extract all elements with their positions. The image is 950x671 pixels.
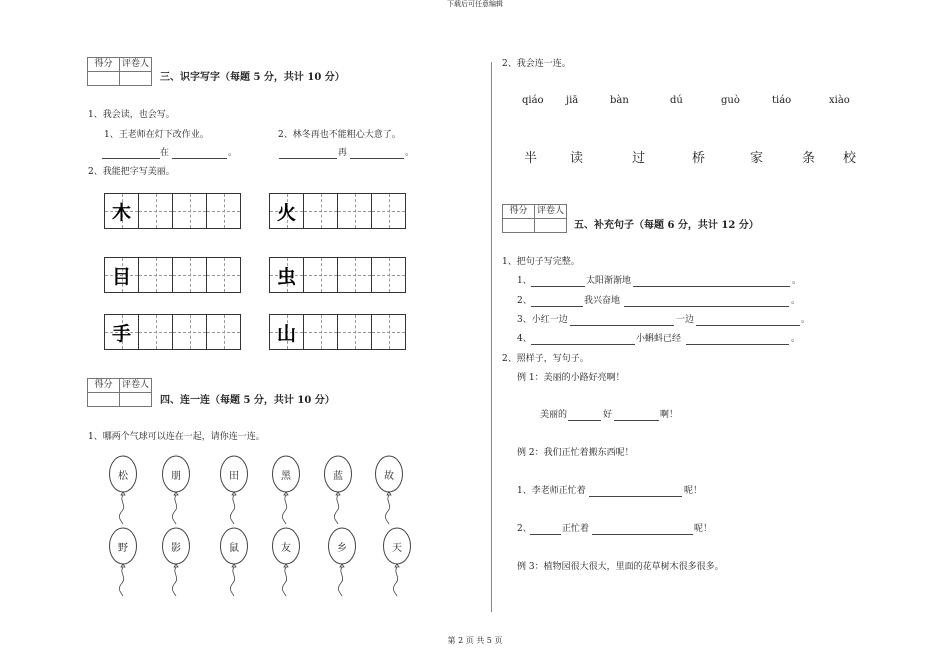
s5-q2: 2、照样子，写句子。 [502,354,589,364]
blank[interactable] [350,158,404,159]
hanzi[interactable]: 读 [570,151,584,166]
balloon-char: 蓝 [333,471,343,482]
pinyin[interactable]: xiào [829,95,850,106]
blank[interactable] [531,344,635,345]
grader-label: 评卷人 [534,205,566,218]
balloon[interactable] [323,455,353,525]
blank[interactable] [686,344,789,345]
hanzi[interactable]: 半 [524,151,538,166]
grid-char: 火 [276,201,296,224]
balloon[interactable] [161,527,191,597]
balloon-char: 鼠 [229,543,239,554]
balloon[interactable] [219,527,249,597]
ex1-text: 啊！ [660,410,679,420]
balloon-char: 乡 [337,543,347,554]
right-q2: 2、我会连一连。 [502,59,571,69]
fill-word-a: 在 [160,148,170,158]
blank[interactable] [614,420,659,421]
s5-item-num: 4、 [517,334,532,344]
pinyin[interactable]: dú [670,95,683,106]
page-header: 下载后可任意编辑 [447,0,503,8]
ex1-text: 美丽的 [540,410,568,420]
balloon[interactable] [374,455,404,525]
s5-item-num: 1、 [517,276,532,286]
blank[interactable] [696,325,800,326]
fill-word-b: 再 [338,148,348,158]
balloon[interactable] [219,455,249,525]
balloon-char: 朋 [171,471,181,482]
example-3: 例 3：植物园很大很大，里面的花草树木很多很多。 [517,562,724,572]
score-label: 得分 [94,59,113,69]
period: 。 [405,148,415,158]
writing-grid[interactable] [104,193,241,229]
balloon-char: 松 [118,471,128,482]
writing-grid[interactable] [104,314,241,350]
hanzi[interactable]: 校 [843,151,857,166]
hanzi[interactable]: 桥 [692,151,706,166]
example-1: 例 1：美丽的小路好亮啊！ [517,373,625,383]
blank[interactable] [589,496,682,497]
period: 。 [792,276,802,286]
blank[interactable] [172,158,227,159]
s4-q1: 1、哪两个气球可以连在一起，请你连一连。 [88,432,265,442]
page-footer: 第 2 页 共 5 页 [447,636,503,645]
period: 。 [228,148,238,158]
blank[interactable] [530,534,561,535]
hanzi[interactable]: 条 [802,151,816,166]
score-box-section4 [87,378,152,407]
pinyin[interactable]: tiáo [772,95,792,106]
s5-item-text: 3、小红一边 [517,315,568,325]
pinyin[interactable]: bàn [610,95,629,106]
period: 。 [801,315,811,325]
balloon-char: 故 [384,471,394,482]
blank[interactable] [279,158,337,159]
balloon[interactable] [271,527,301,597]
s5-q1: 1、把句子写完整。 [502,257,580,267]
balloon-char: 黑 [281,471,291,482]
s3-q2: 2、我能把字写美丽。 [88,167,175,177]
ex2-text: 2、 [517,524,532,534]
hanzi[interactable]: 过 [632,151,646,166]
writing-grid[interactable] [269,193,406,229]
balloon[interactable] [382,527,412,597]
blank[interactable] [531,306,583,307]
score-label: 得分 [509,206,528,216]
balloon-char: 田 [229,471,239,482]
grid-char: 山 [276,322,296,345]
pinyin[interactable]: jiā [566,95,579,106]
ex2-text: 1、李老师正忙着 [517,486,586,496]
s5-item-num: 2、 [517,296,532,306]
grid-char: 目 [111,265,131,288]
grid-char: 虫 [276,265,296,288]
grid-char: 手 [111,322,131,345]
score-box-section5 [502,204,567,233]
hanzi[interactable]: 家 [750,151,764,166]
blank[interactable] [592,534,693,535]
balloon-char: 野 [118,543,128,554]
grader-label: 评卷人 [119,379,151,392]
pinyin[interactable]: guò [721,95,740,106]
writing-grid[interactable] [269,257,406,293]
period: 。 [791,296,801,306]
ex2-text: 正忙着 [562,524,590,534]
blank[interactable] [568,420,601,421]
balloon[interactable] [161,455,191,525]
grader-label: 评卷人 [119,58,151,71]
section5-title: 五、补充句子（每题 6 分，共计 12 分） [574,220,759,231]
s5-item-text: 太阳渐渐地 [586,276,632,286]
score-label: 得分 [94,380,113,390]
blank[interactable] [570,325,674,326]
example-2: 例 2：我们正忙着搬东西呢！ [517,448,634,458]
blank[interactable] [633,286,790,287]
blank[interactable] [531,286,585,287]
ex2-text: 呢！ [694,524,713,534]
s5-item-text: 一边 [676,315,695,325]
balloon-char: 友 [281,543,291,554]
column-divider [491,62,492,612]
balloon[interactable] [271,455,301,525]
s3-q1-sentence-a: 1、王老师在灯下改作业。 [104,130,209,140]
ex2-text: 呢！ [684,486,703,496]
pinyin[interactable]: qiáo [522,95,544,106]
period: 。 [791,334,801,344]
s3-q1-sentence-b: 2、林冬再也不能粗心大意了。 [278,130,401,140]
blank[interactable] [102,158,160,159]
s5-item-text: 我兴奋地 [584,296,621,306]
section4-title: 四、连一连（每题 5 分，共计 10 分） [160,395,335,406]
writing-grid[interactable] [269,314,406,350]
s5-item-text: 小蝌蚪已经 [636,334,682,344]
balloon[interactable] [108,527,138,597]
ex1-text: 好 [603,410,613,420]
balloon[interactable] [108,455,138,525]
s3-q1: 1、我会读，也会写。 [88,110,175,120]
grid-char: 木 [111,201,131,224]
section3-title: 三、识字写字（每题 5 分，共计 10 分） [160,72,345,83]
balloon-char: 影 [171,543,181,554]
blank[interactable] [624,306,789,307]
balloon-char: 天 [392,543,402,554]
score-box-section3 [87,57,152,86]
balloon[interactable] [327,527,357,597]
writing-grid[interactable] [104,257,241,293]
